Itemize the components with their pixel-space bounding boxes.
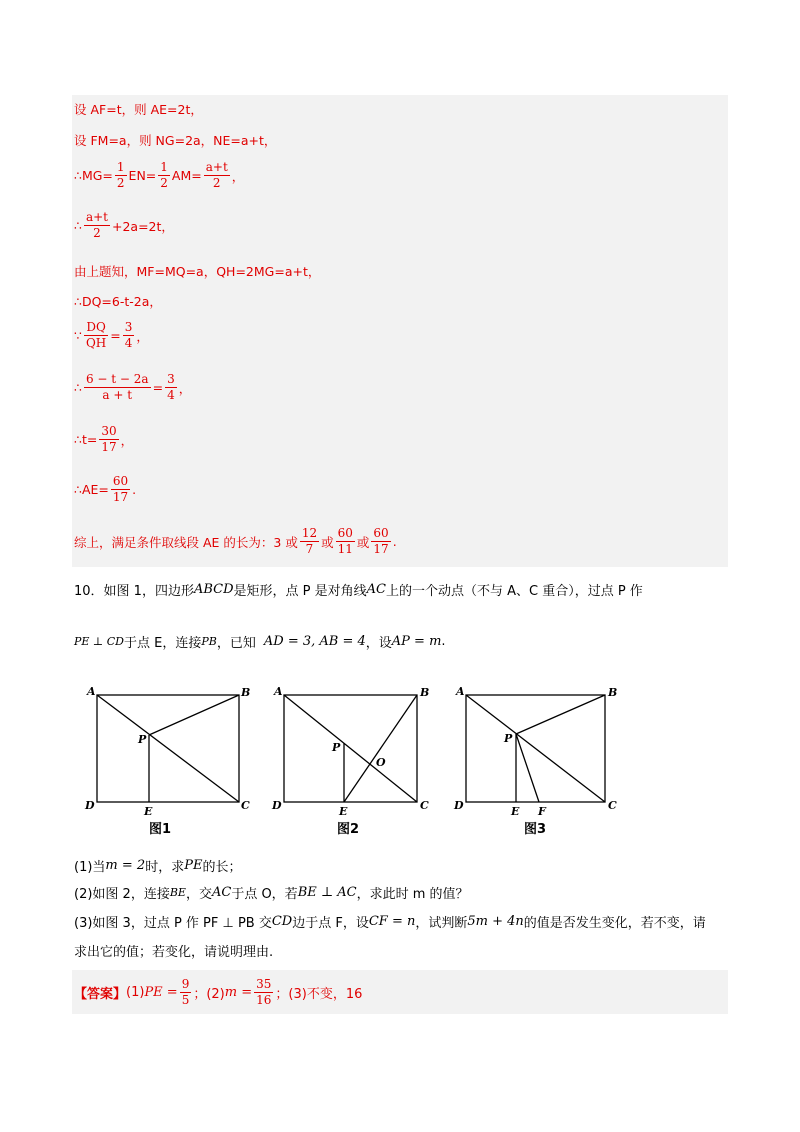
- solution-text: ∴AE=: [74, 482, 109, 497]
- denominator: QH: [85, 336, 107, 350]
- label-a: A: [456, 685, 465, 698]
- label-d: D: [85, 799, 95, 812]
- numerator: 30: [101, 424, 117, 438]
- math-inline: AP = m: [391, 634, 442, 649]
- solution-text: +2a=2t，: [111, 218, 174, 234]
- solution-conclusion: [74, 526, 397, 557]
- numerator: 1: [116, 160, 125, 174]
- diagonal-ac: [97, 695, 239, 802]
- label-e: E: [511, 805, 520, 818]
- solution-text: ∴: [74, 218, 82, 233]
- numerator: 60: [112, 474, 129, 488]
- solution-line-8: [74, 372, 191, 403]
- numerator: 60: [337, 526, 353, 540]
- fraction: [254, 977, 273, 1008]
- question-line-2: [74, 632, 446, 651]
- math-inline: m =: [224, 984, 253, 1000]
- question-text: ，试判断: [415, 916, 468, 931]
- fraction: [300, 526, 319, 557]
- math-inline: BE: [169, 886, 186, 899]
- fraction: [371, 526, 390, 557]
- math-inline: AD = 3, AB = 4: [263, 634, 366, 649]
- denominator: 2: [212, 176, 221, 190]
- question-text: 的值是否发生变化，若不变，请: [523, 916, 706, 931]
- denominator: a + t: [102, 388, 133, 402]
- solution-text: 综上，满足条件取线段 AE 的长为：3 或: [74, 534, 298, 550]
- denominator: 4: [124, 336, 133, 350]
- label-d: D: [454, 799, 464, 812]
- solution-line-10: [74, 474, 136, 505]
- numerator: 3: [167, 372, 175, 386]
- fraction: [84, 372, 151, 403]
- solution-text: EN=: [128, 168, 157, 183]
- label-o: O: [376, 756, 386, 769]
- label-e: E: [144, 805, 153, 818]
- solution-text: ∴t=: [74, 432, 98, 447]
- denominator: 2: [93, 226, 101, 240]
- label-c: C: [241, 799, 250, 812]
- solution-text: 设 AF=t，则 AE=2t，: [74, 102, 203, 117]
- math-inline: CF = n: [368, 914, 416, 929]
- label-a: A: [87, 685, 96, 698]
- solution-text: 或: [356, 534, 370, 550]
- figure-3-caption: 图3: [524, 822, 547, 837]
- answer-box: [72, 970, 728, 1014]
- question-line-1: [74, 580, 643, 599]
- question-text: (1)当: [74, 860, 106, 875]
- denominator: 7: [305, 542, 314, 556]
- numerator: 35: [256, 976, 272, 991]
- math-inline: PE ⊥ CD: [74, 635, 125, 648]
- figure-2-caption: 图2: [337, 822, 360, 837]
- fraction: [111, 474, 130, 505]
- math-inline: BE ⊥ AC: [297, 885, 357, 900]
- fraction: [99, 424, 118, 455]
- equals-sign: =: [152, 380, 164, 395]
- question-text: 10．如图 1，四边形: [74, 584, 194, 599]
- solution-text: 由上题知，MF=MQ=a，QH=2MG=a+t，: [74, 264, 321, 279]
- solution-text: 设 FM=a，则 NG=2a，NE=a+t，: [74, 133, 277, 148]
- label-b: B: [608, 686, 618, 699]
- segment-be: [344, 695, 417, 802]
- numerator: 1: [160, 160, 168, 174]
- math-inline: PE =: [144, 984, 178, 1000]
- denominator: 17: [112, 490, 129, 504]
- label-c: C: [608, 799, 617, 812]
- subquestion-2: [74, 883, 469, 902]
- label-d: D: [272, 799, 282, 812]
- denominator: 4: [167, 388, 175, 402]
- solution-line-9: [74, 424, 133, 455]
- denominator: 11: [337, 542, 353, 556]
- answer-tag: 【答案】: [74, 986, 127, 1002]
- question-text: ，已知: [216, 636, 256, 651]
- solution-text: 或: [321, 534, 334, 550]
- solution-text: ∵: [74, 328, 82, 343]
- numerator: 60: [373, 526, 389, 540]
- answer-text: (1): [126, 984, 145, 1000]
- question-text: 上的一个动点（不与 A、C 重合），过点 P 作: [385, 584, 643, 599]
- figure-1-caption: 图1: [149, 822, 172, 837]
- question-text: (2)如图 2，连接: [74, 887, 170, 902]
- solution-line-5: [74, 262, 320, 280]
- label-p: P: [504, 732, 513, 745]
- solution-text: ∴: [74, 380, 82, 395]
- label-p: P: [332, 741, 341, 754]
- math-inline: 5m + 4n: [467, 914, 524, 929]
- fraction: [123, 320, 135, 351]
- denominator: 2: [160, 176, 168, 190]
- solution-line-2: [74, 131, 276, 149]
- fraction: [336, 526, 355, 557]
- fraction: [115, 160, 127, 191]
- segment-pb: [149, 695, 239, 735]
- diagonal-ac: [466, 695, 605, 802]
- question-text: 边于点 F，设: [292, 916, 369, 931]
- label-e: E: [339, 805, 348, 818]
- denominator: 2: [116, 176, 125, 190]
- fraction: [158, 160, 170, 191]
- question-text: 是矩形，点 P 是对角线: [233, 584, 367, 599]
- fraction: [84, 210, 110, 241]
- fraction: [204, 160, 230, 191]
- diagonal-ac: [284, 695, 417, 802]
- solution-text: ，: [231, 168, 245, 184]
- numerator: DQ: [86, 320, 106, 334]
- denominator: 17: [101, 440, 117, 454]
- question-text: 时，求: [145, 860, 185, 875]
- equals-sign: =: [110, 328, 121, 343]
- question-text: 求出它的值；若变化，请说明理由.: [74, 945, 274, 960]
- solution-text: AM=: [171, 168, 202, 183]
- question-text: ，设: [365, 636, 392, 651]
- question-text: 于点 O，若: [231, 887, 298, 902]
- segment-pf: [516, 734, 539, 802]
- denominator: 16: [256, 992, 272, 1007]
- subquestion-1: [74, 856, 241, 875]
- solution-text: ，: [120, 432, 134, 448]
- solution-text: .: [132, 482, 137, 497]
- numerator: 3: [124, 320, 133, 334]
- solution-line-3: [74, 160, 244, 191]
- numerator: 9: [181, 976, 190, 991]
- label-p: P: [138, 733, 147, 746]
- math-inline: AC: [211, 885, 232, 900]
- math-inline: ABCD: [193, 582, 234, 597]
- solution-text: ∴DQ=6-t-2a，: [74, 294, 162, 309]
- solution-line-6: [74, 292, 162, 310]
- label-f: F: [538, 805, 546, 818]
- numerator: a+t: [85, 210, 108, 224]
- denominator: 17: [373, 542, 389, 556]
- solution-text: ，: [136, 328, 149, 344]
- label-b: B: [420, 686, 430, 699]
- question-text: 于点 E，连接: [124, 636, 202, 651]
- math-inline: PB: [201, 635, 217, 648]
- math-inline: AC: [366, 582, 386, 597]
- solution-line-7: [74, 320, 149, 351]
- math-inline: CD: [271, 914, 293, 929]
- segment-pb: [516, 695, 605, 734]
- label-a: A: [274, 685, 283, 698]
- fraction: [84, 320, 108, 351]
- subquestion-3-continued: [74, 941, 273, 960]
- math-inline: m = 2: [105, 858, 146, 873]
- numerator: 12: [301, 526, 318, 540]
- solution-text: ∴MG=: [74, 168, 113, 183]
- solution-line-4: [74, 210, 174, 241]
- fraction: [180, 977, 192, 1008]
- denominator: 5: [181, 992, 190, 1007]
- answer-text: ；(3)不变，16: [275, 986, 363, 1002]
- fraction: [165, 372, 177, 403]
- solution-line-1: [74, 100, 203, 118]
- question-text: .: [441, 634, 446, 649]
- solution-text: ，: [178, 380, 192, 396]
- question-text: ，求此时 m 的值？: [356, 887, 469, 902]
- question-text: 的长；: [202, 860, 242, 875]
- label-b: B: [241, 686, 251, 699]
- numerator: 6 − t − 2a: [85, 372, 149, 386]
- solution-text: .: [392, 534, 397, 549]
- numerator: a+t: [205, 160, 228, 174]
- answer-text: ；(2): [193, 986, 225, 1002]
- subquestion-3: [74, 912, 706, 931]
- question-text: ，交: [185, 887, 212, 902]
- math-inline: PE: [184, 858, 203, 873]
- question-text: (3)如图 3，过点 P 作 PF ⊥ PB 交: [74, 916, 272, 931]
- label-c: C: [420, 799, 429, 812]
